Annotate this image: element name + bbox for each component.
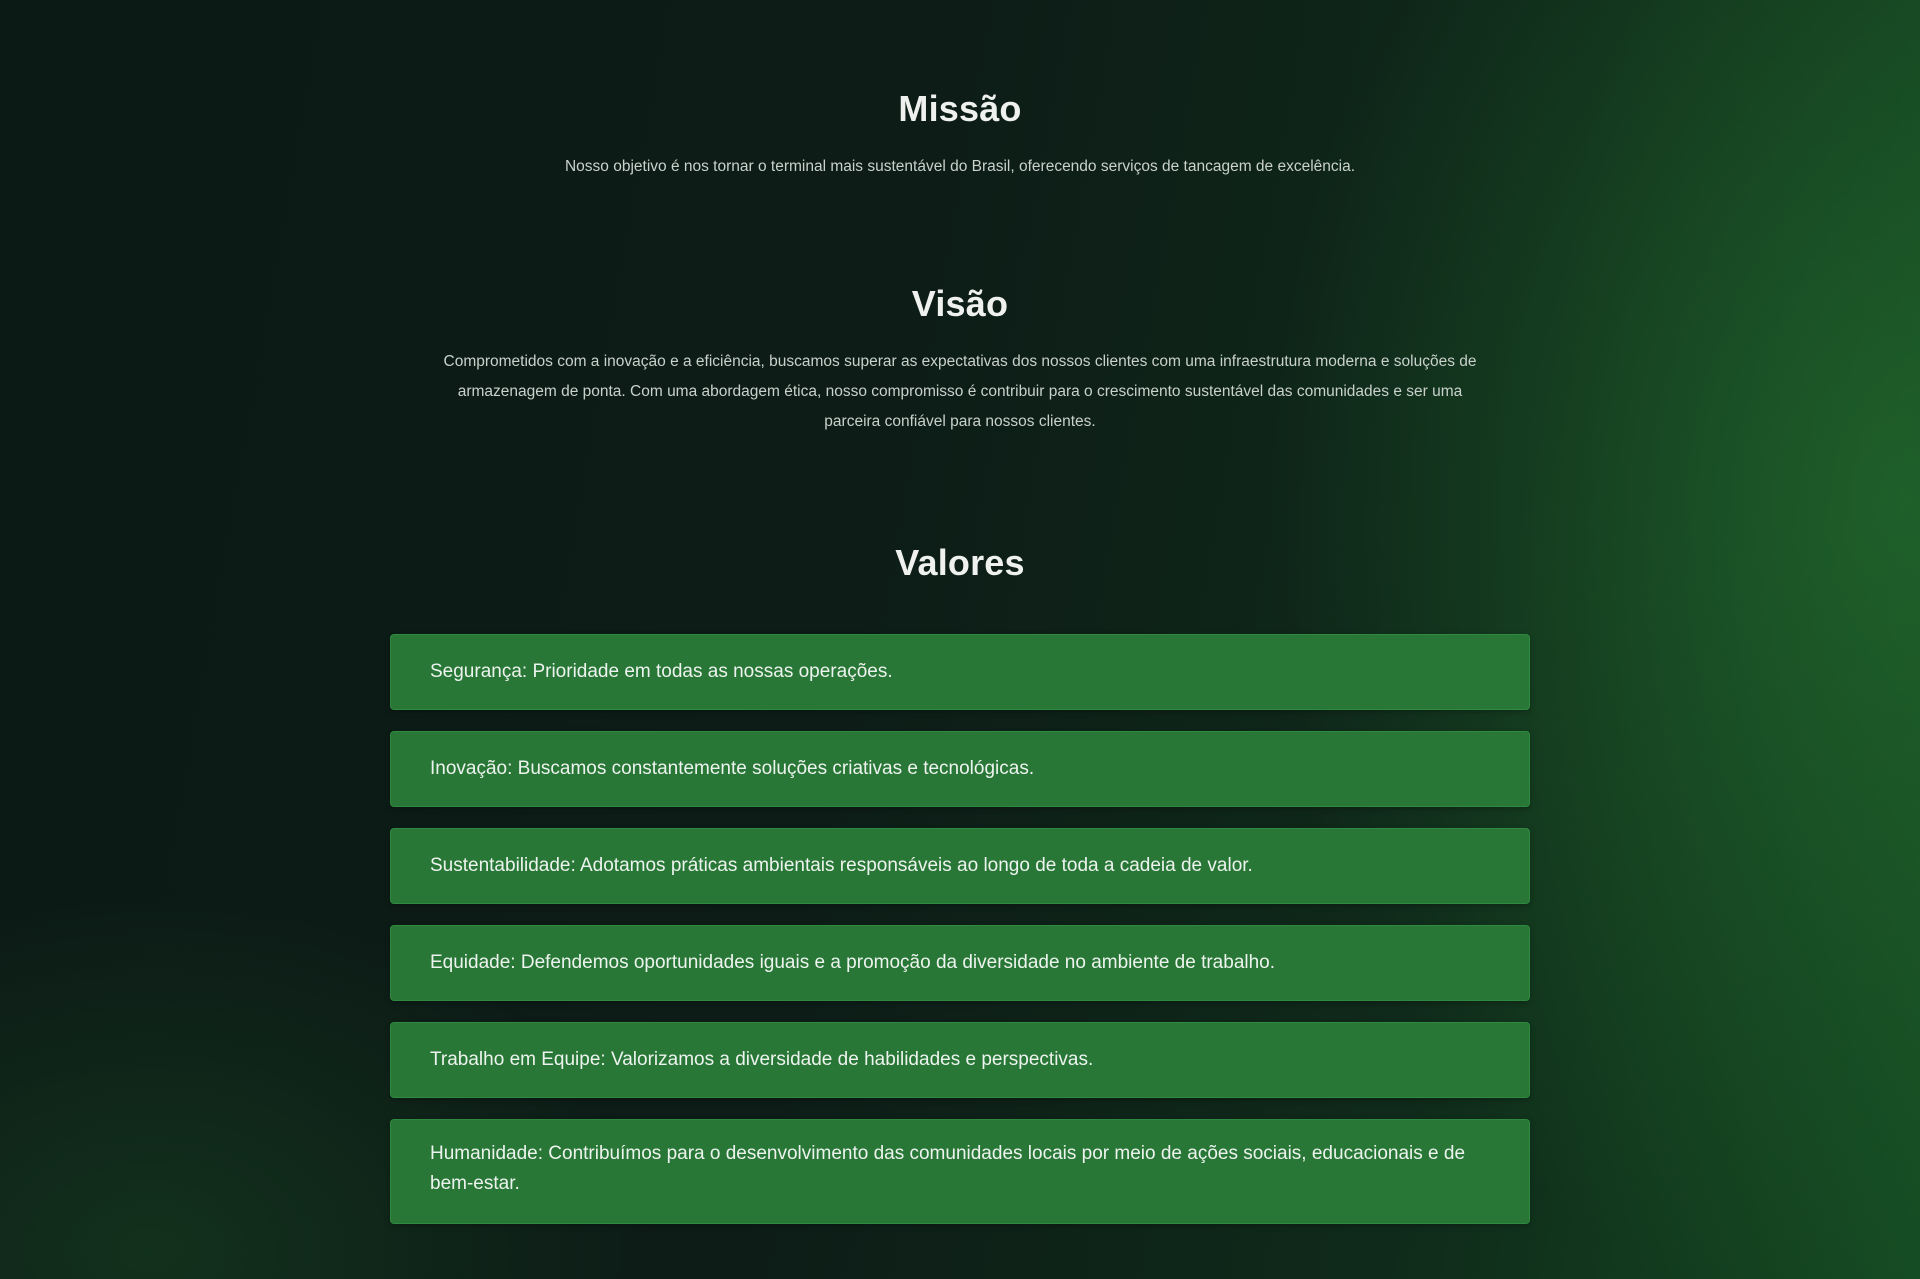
values-section [0,542,1920,584]
value-item-equidade: Equidade: Defendemos oportunidades iguais e a promoção da diversidade no ambiente de trabalho. [390,925,1530,1001]
vision-text: Comprometidos com a inovação e a eficiência, buscamos superar as expectativas dos nossos clientes com uma infraestrutura moderna e soluções de armazenagem de ponta. Com uma abordagem ética, nosso compromisso é contribuir para o crescimento sustentável das comunidades e ser uma parceira confiável para nossos clientes. [443,353,1477,430]
vision-section [0,283,1920,437]
value-item-sustentabilidade: Sustentabilidade: Adotamos práticas ambientais responsáveis ao longo de toda a cadeia de valor. [390,828,1530,904]
vision-heading: Visão [911,283,1009,324]
mission-section [0,88,1920,182]
value-item-humanidade: Humanidade: Contribuímos para o desenvolvimento das comunidades locais por meio de ações sociais, educacionais e de bem-estar. [390,1119,1530,1224]
value-item-trabalho-em-equipe: Trabalho em Equipe: Valorizamos a diversidade de habilidades e perspectivas. [390,1022,1530,1098]
mission-text: Nosso objetivo é nos tornar o terminal mais sustentável do Brasil, oferecendo serviços de tancagem de excelência. [564,158,1356,175]
value-item-inovacao: Inovação: Buscamos constantemente soluções criativas e tecnológicas. [390,731,1530,807]
values-list [390,634,1530,1245]
values-heading: Valores [895,542,1025,583]
mission-heading: Missão [898,88,1022,129]
value-item-seguranca: Segurança: Prioridade em todas as nossas operações. [390,634,1530,710]
